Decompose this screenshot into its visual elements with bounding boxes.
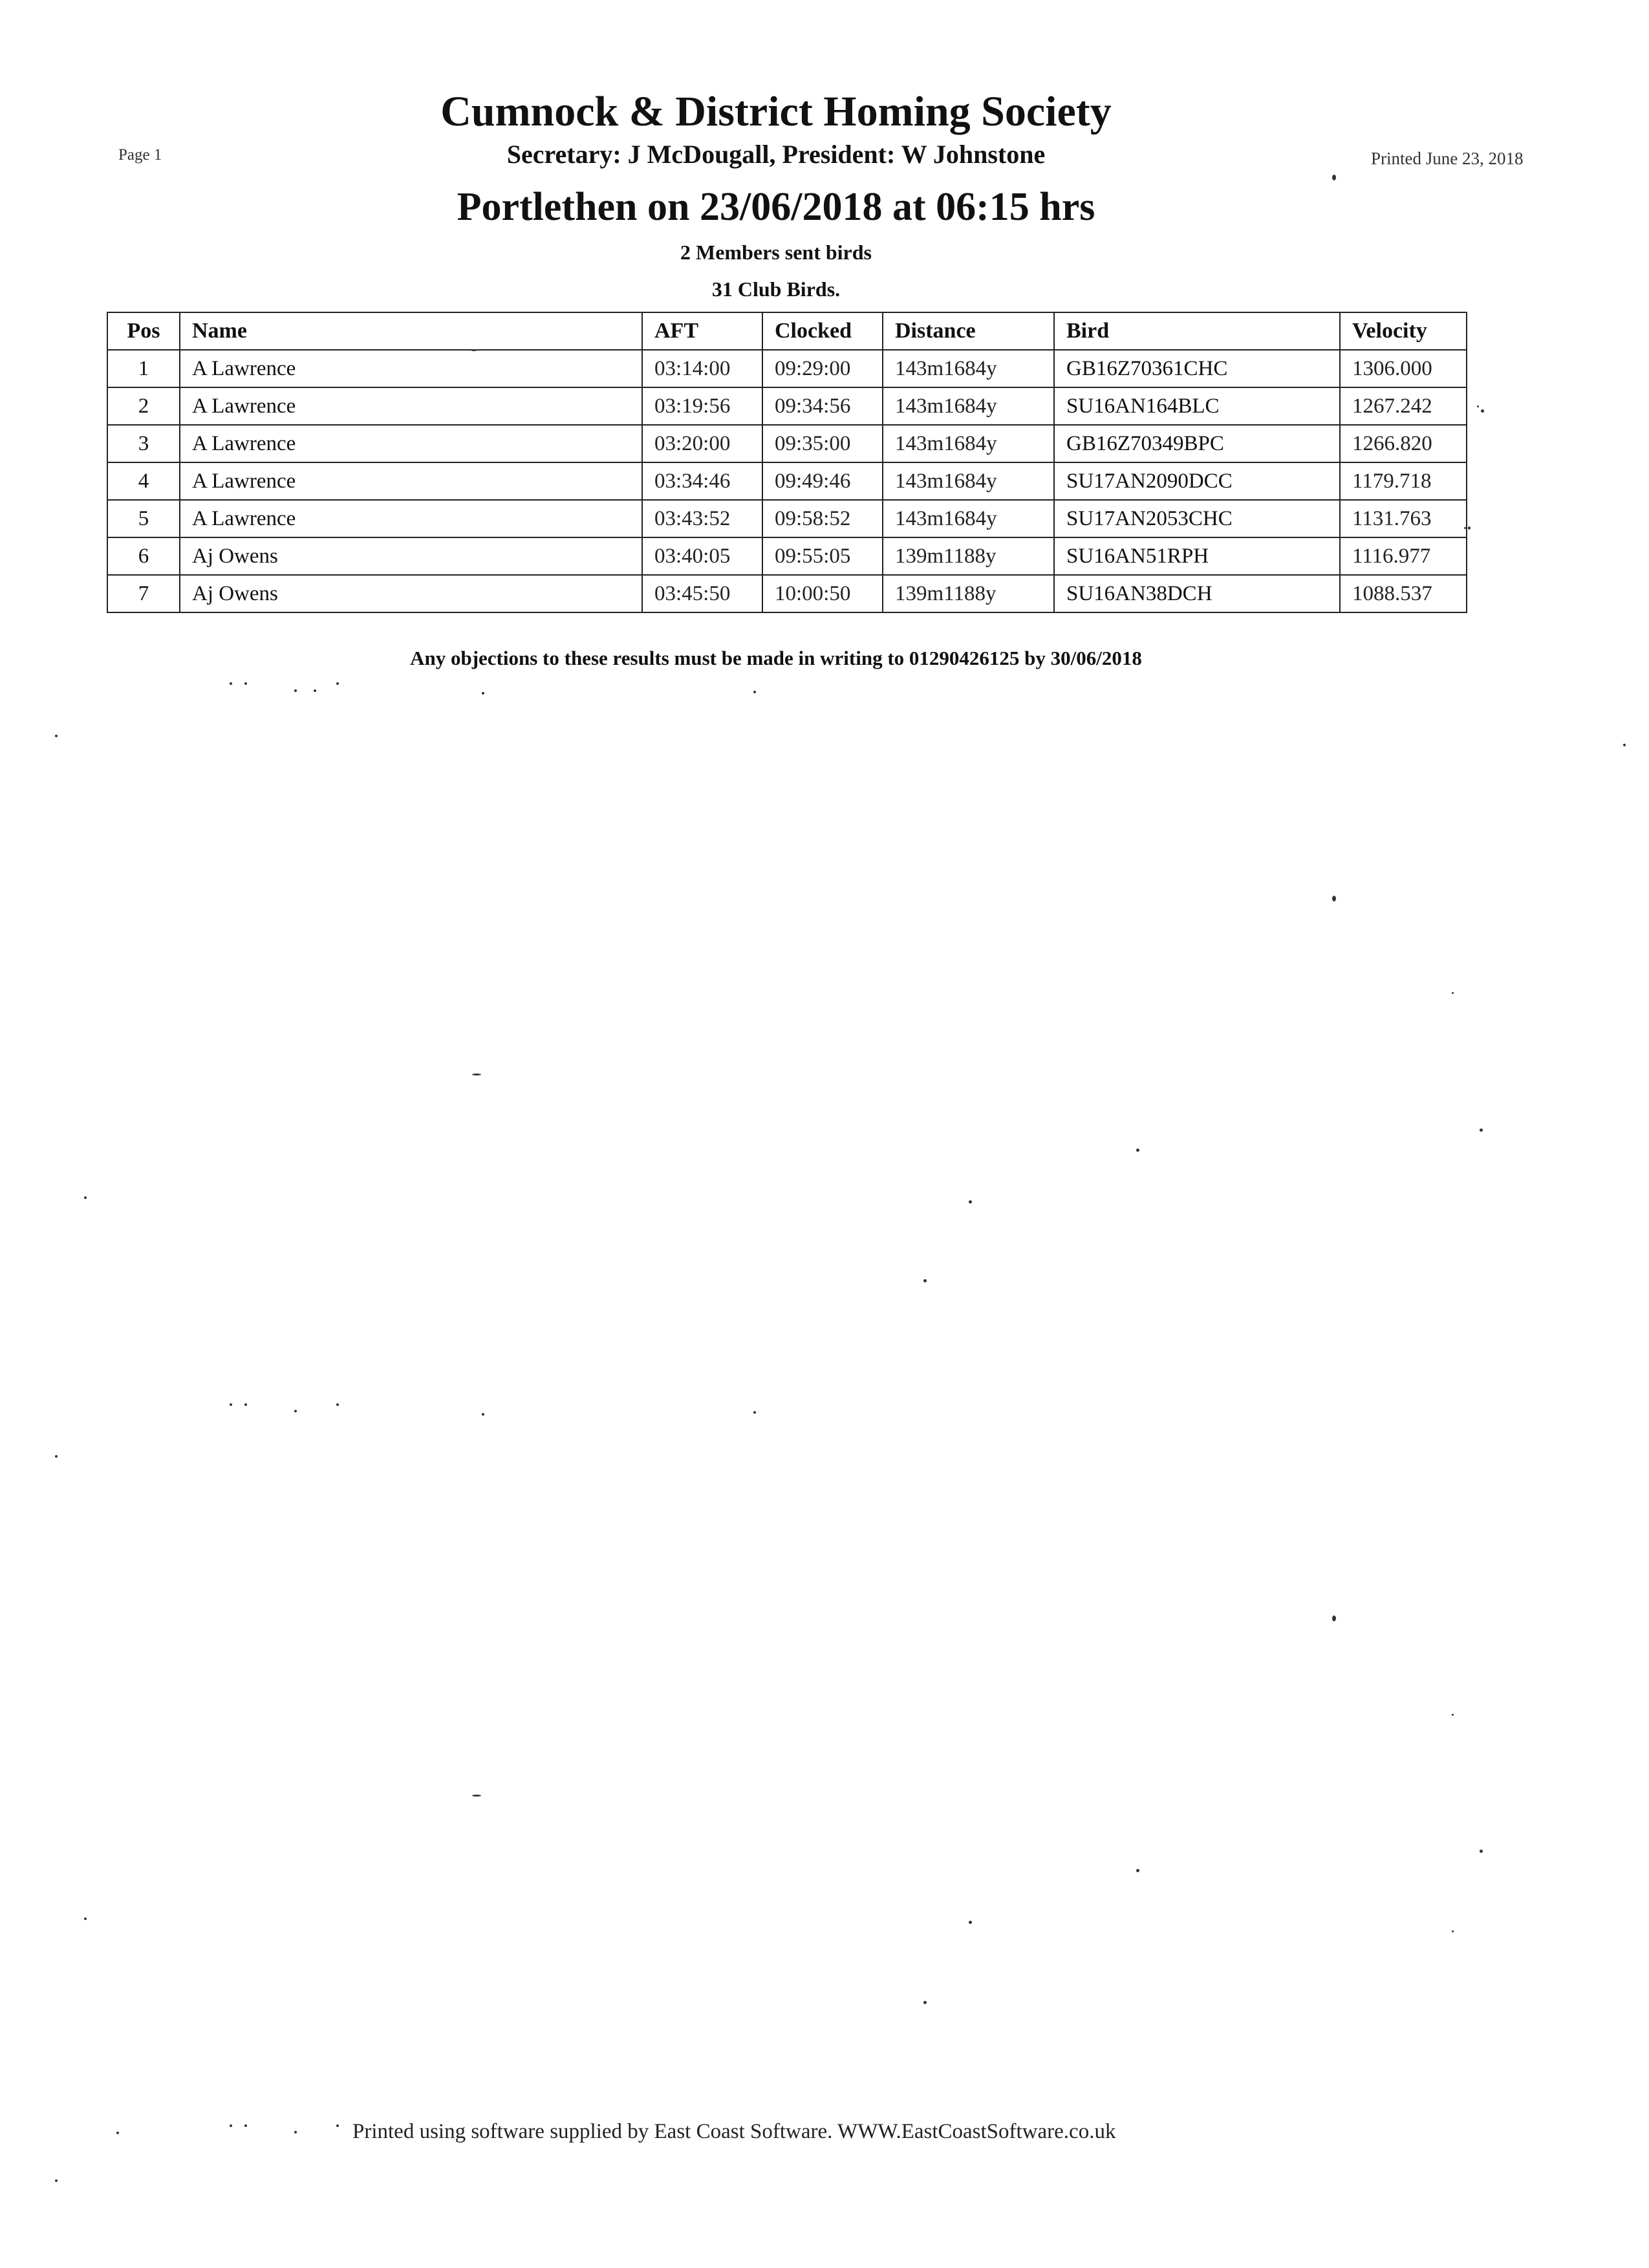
table-row [107, 350, 1467, 387]
cell-distance: 143m1684y [883, 462, 1054, 500]
cell-clocked: 09:49:46 [762, 462, 883, 500]
cell-bird: SU16AN164BLC [1054, 387, 1340, 425]
cell-aft: 03:19:56 [642, 387, 762, 425]
cell-pos: 2 [107, 387, 180, 425]
page-number: Page 1 [118, 146, 162, 164]
officers-line: Secretary: J McDougall, President: W Johnstone [506, 140, 1046, 169]
cell-bird: SU17AN2053CHC [1054, 500, 1340, 537]
col-header-name: Name [180, 312, 642, 350]
cell-clocked: 09:35:00 [762, 425, 883, 462]
cell-pos: 4 [107, 462, 180, 500]
cell-aft: 03:40:05 [642, 537, 762, 575]
cell-pos: 6 [107, 537, 180, 575]
cell-name: A Lawrence [180, 387, 642, 425]
cell-distance: 143m1684y [883, 350, 1054, 387]
cell-clocked: 10:00:50 [762, 575, 883, 612]
col-header-pos: Pos [107, 312, 180, 350]
table-row [107, 387, 1467, 425]
cell-bird: GB16Z70361CHC [1054, 350, 1340, 387]
cell-distance: 139m1188y [883, 537, 1054, 575]
table-row [107, 537, 1467, 575]
cell-bird: SU16AN38DCH [1054, 575, 1340, 612]
table-row [107, 575, 1467, 612]
cell-velocity: 1116.977 [1340, 537, 1467, 575]
cell-velocity: 1088.537 [1340, 575, 1467, 612]
cell-distance: 143m1684y [883, 425, 1054, 462]
members-sent: 2 Members sent birds [680, 241, 872, 264]
cell-name: Aj Owens [180, 537, 642, 575]
results-table [107, 312, 1467, 613]
cell-velocity: 1266.820 [1340, 425, 1467, 462]
cell-clocked: 09:34:56 [762, 387, 883, 425]
cell-distance: 143m1684y [883, 500, 1054, 537]
col-header-velocity: Velocity [1340, 312, 1467, 350]
cell-distance: 139m1188y [883, 575, 1054, 612]
objections-notice: Any objections to these results must be made in writing to 01290426125 by 30/06/2018 [410, 647, 1142, 669]
cell-name: A Lawrence [180, 350, 642, 387]
cell-pos: 1 [107, 350, 180, 387]
cell-aft: 03:14:00 [642, 350, 762, 387]
col-header-bird: Bird [1054, 312, 1340, 350]
col-header-clocked: Clocked [762, 312, 883, 350]
org-title: Cumnock & District Homing Society [440, 88, 1112, 135]
cell-bird: SU17AN2090DCC [1054, 462, 1340, 500]
cell-name: A Lawrence [180, 500, 642, 537]
table-row [107, 462, 1467, 500]
club-birds-count: 31 Club Birds. [711, 277, 841, 301]
printed-date: Printed June 23, 2018 [1371, 149, 1524, 168]
col-header-distance: Distance [883, 312, 1054, 350]
cell-distance: 143m1684y [883, 387, 1054, 425]
cell-aft: 03:43:52 [642, 500, 762, 537]
software-footer: Printed using software supplied by East Coast Software. WWW.EastCoastSoftware.co.uk [352, 2120, 1116, 2143]
cell-velocity: 1267.242 [1340, 387, 1467, 425]
cell-velocity: 1179.718 [1340, 462, 1467, 500]
cell-pos: 7 [107, 575, 180, 612]
cell-clocked: 09:29:00 [762, 350, 883, 387]
cell-name: A Lawrence [180, 425, 642, 462]
cell-name: Aj Owens [180, 575, 642, 612]
cell-bird: GB16Z70349BPC [1054, 425, 1340, 462]
table-row [107, 425, 1467, 462]
race-title: Portlethen on 23/06/2018 at 06:15 hrs [457, 185, 1095, 229]
cell-aft: 03:34:46 [642, 462, 762, 500]
cell-clocked: 09:58:52 [762, 500, 883, 537]
cell-aft: 03:20:00 [642, 425, 762, 462]
cell-name: A Lawrence [180, 462, 642, 500]
cell-pos: 5 [107, 500, 180, 537]
cell-pos: 3 [107, 425, 180, 462]
table-row [107, 500, 1467, 537]
cell-velocity: 1306.000 [1340, 350, 1467, 387]
cell-velocity: 1131.763 [1340, 500, 1467, 537]
cell-aft: 03:45:50 [642, 575, 762, 612]
cell-clocked: 09:55:05 [762, 537, 883, 575]
col-header-aft: AFT [642, 312, 762, 350]
table-header-row [107, 312, 1467, 350]
cell-bird: SU16AN51RPH [1054, 537, 1340, 575]
